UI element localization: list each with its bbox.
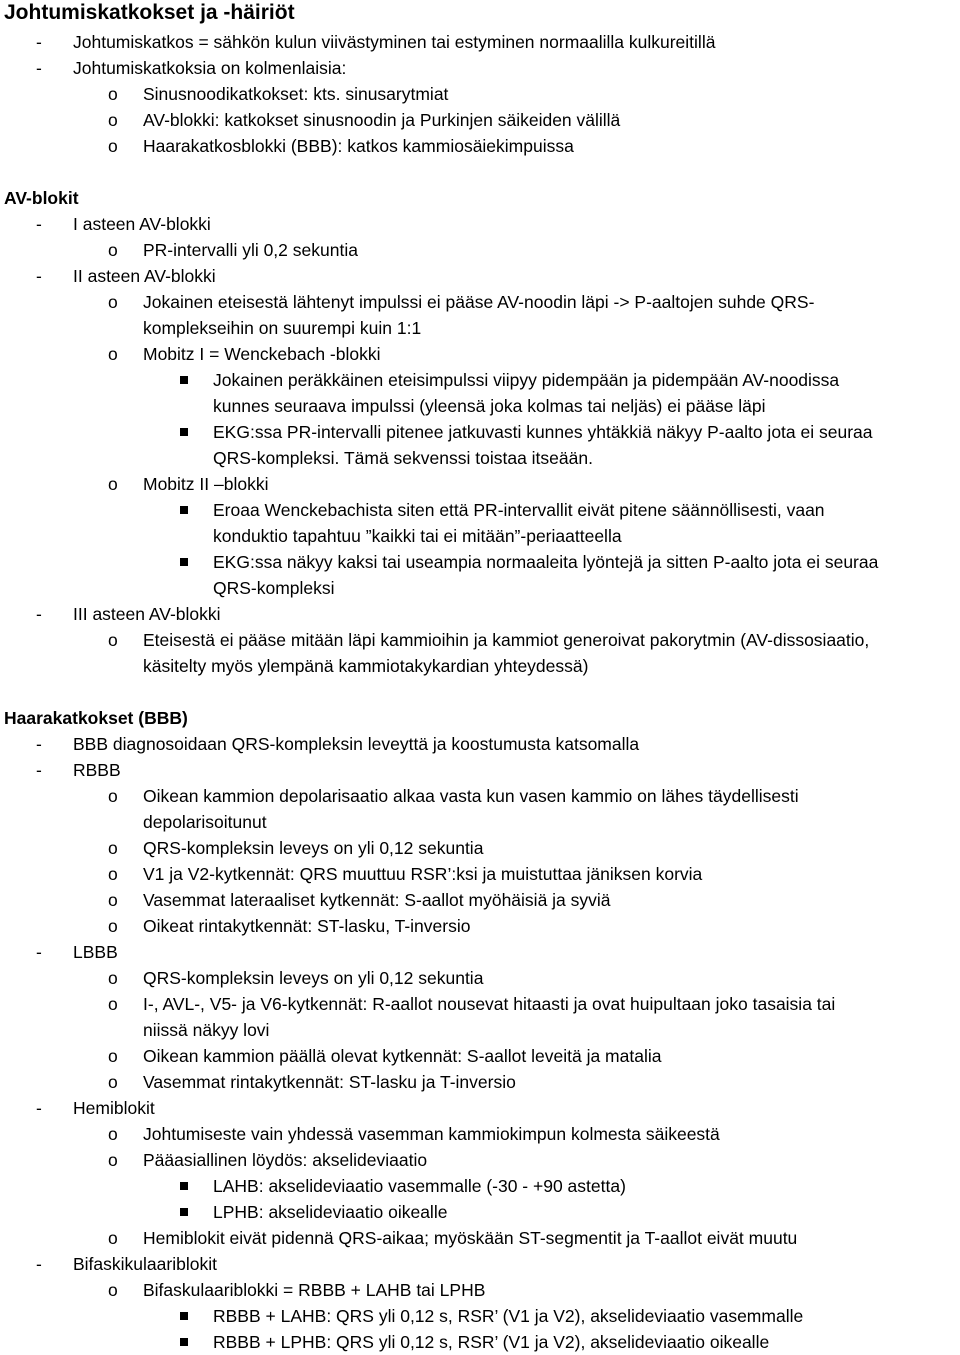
intro-line: Haarakatkosblokki (BBB): katkos kammiosäiekimpuissa xyxy=(143,136,574,156)
section-heading-bbb: Haarakatkokset (BBB) xyxy=(4,708,188,728)
bbb-line: Oikeat rintakytkennät: ST-lasku, T-inversio xyxy=(143,916,471,936)
square-bullet-icon xyxy=(180,376,188,384)
av-line: Mobitz II –blokki xyxy=(143,474,269,494)
circle-marker: o xyxy=(108,110,118,130)
square-bullet-icon xyxy=(180,1208,188,1216)
circle-marker: o xyxy=(108,1046,118,1066)
square-bullet-icon xyxy=(180,1338,188,1346)
circle-marker: o xyxy=(108,474,118,494)
circle-marker: o xyxy=(108,890,118,910)
circle-marker: o xyxy=(108,240,118,260)
intro-line: Johtumiskatkos = sähkön kulun viivästyminen tai estyminen normaalilla kulkureitillä xyxy=(73,32,716,52)
circle-marker: o xyxy=(108,136,118,156)
bbb-line: LAHB: akselideviaatio vasemmalle (-30 - +90 astetta) xyxy=(213,1176,626,1196)
av-line: komplekseihin on suurempi kuin 1:1 xyxy=(143,318,422,338)
circle-marker: o xyxy=(108,786,118,806)
bbb-line: LPHB: akselideviaatio oikealle xyxy=(213,1202,448,1222)
av-line: Jokainen peräkkäinen eteisimpulssi viipyy pidempään ja pidempään AV-noodissa xyxy=(213,370,840,390)
circle-marker: o xyxy=(108,916,118,936)
av-line: EKG:ssa näkyy kaksi tai useampia normaaleita lyöntejä ja sitten P-aalto jota ei seuraa xyxy=(213,552,879,572)
bbb-line: LBBB xyxy=(73,942,118,962)
av-line: Eroaa Wenckebachista siten että PR-intervallit eivät pitene säännöllisesti, vaan xyxy=(213,500,825,520)
circle-marker: o xyxy=(108,1228,118,1248)
av-line: EKG:ssa PR-intervalli pitenee jatkuvasti kunnes yhtäkkiä näkyy P-aalto jota ei seuraa xyxy=(213,422,873,442)
bbb-line: depolarisoitunut xyxy=(143,812,267,832)
circle-marker: o xyxy=(108,838,118,858)
av-line: QRS-kompleksi. Tämä sekvenssi toistaa itseään. xyxy=(213,448,593,468)
dash-marker: - xyxy=(36,760,42,780)
circle-marker: o xyxy=(108,84,118,104)
dash-marker: - xyxy=(36,32,42,52)
square-bullet-icon xyxy=(180,558,188,566)
bbb-line: I-, AVL-, V5- ja V6-kytkennät: R-aallot nousevat hitaasti ja ovat huipultaan joko tasaisia tai xyxy=(143,994,836,1014)
square-bullet-icon xyxy=(180,506,188,514)
bbb-line: niissä näkyy lovi xyxy=(143,1020,270,1040)
bbb-line: Hemiblokit eivät pidennä QRS-aikaa; myöskään ST-segmentit ja T-aallot eivät muutu xyxy=(143,1228,798,1248)
circle-marker: o xyxy=(108,1124,118,1144)
bbb-line: Vasemmat rintakytkennät: ST-lasku ja T-inversio xyxy=(143,1072,516,1092)
av-line: kunnes seuraava impulssi (yleensä joka kolmas tai neljäs) ei pääse läpi xyxy=(213,396,766,416)
bbb-line: V1 ja V2-kytkennät: QRS muuttuu RSR’:ksi ja muistuttaa jäniksen korvia xyxy=(143,864,703,884)
circle-marker: o xyxy=(108,968,118,988)
av-line: PR-intervalli yli 0,2 sekuntia xyxy=(143,240,358,260)
bbb-line: RBBB + LPHB: QRS yli 0,12 s, RSR’ (V1 ja V2), akselideviaatio oikealle xyxy=(213,1332,770,1352)
circle-marker: o xyxy=(108,1280,118,1300)
bbb-line: Bifaskikulaariblokit xyxy=(73,1254,217,1274)
square-bullet-icon xyxy=(180,1182,188,1190)
bbb-line: BBB diagnosoidaan QRS-kompleksin leveyttä ja koostumusta katsomalla xyxy=(73,734,640,754)
bbb-line: Bifaskulaariblokki = RBBB + LAHB tai LPHB xyxy=(143,1280,486,1300)
dash-marker: - xyxy=(36,1254,42,1274)
av-line: I asteen AV-blokki xyxy=(73,214,211,234)
dash-marker: - xyxy=(36,604,42,624)
bbb-line: RBBB + LAHB: QRS yli 0,12 s, RSR’ (V1 ja V2), akselideviaatio vasemmalle xyxy=(213,1306,804,1326)
bbb-line: RBBB xyxy=(73,760,121,780)
dash-marker: - xyxy=(36,58,42,78)
bbb-line: Oikean kammion päällä olevat kytkennät: S-aallot leveitä ja matalia xyxy=(143,1046,662,1066)
circle-marker: o xyxy=(108,1150,118,1170)
bbb-line: Pääasiallinen löydös: akselideviaatio xyxy=(143,1150,428,1170)
circle-marker: o xyxy=(108,344,118,364)
intro-line: Sinusnoodikatkokset: kts. sinusarytmiat xyxy=(143,84,449,104)
bbb-line: Johtumiseste vain yhdessä vasemman kammiokimpun kolmesta säikeestä xyxy=(143,1124,720,1144)
dash-marker: - xyxy=(36,214,42,234)
circle-marker: o xyxy=(108,994,118,1014)
av-line: käsitelty myös ylempänä kammiotakykardian yhteydessä) xyxy=(143,656,589,676)
av-line: konduktio tapahtuu ”kaikki tai ei mitään”-periaatteella xyxy=(213,526,622,546)
bbb-line: Vasemmat lateraaliset kytkennät: S-aallot myöhäisiä ja syviä xyxy=(143,890,611,910)
bbb-line: Hemiblokit xyxy=(73,1098,155,1118)
dash-marker: - xyxy=(36,734,42,754)
circle-marker: o xyxy=(108,292,118,312)
av-line: II asteen AV-blokki xyxy=(73,266,216,286)
dash-marker: - xyxy=(36,1098,42,1118)
bbb-line: QRS-kompleksin leveys on yli 0,12 sekuntia xyxy=(143,968,484,988)
page-title: Johtumiskatkokset ja -häiriöt xyxy=(4,1,295,24)
intro-line: AV-blokki: katkokset sinusnoodin ja Purkinjen säikeiden välillä xyxy=(143,110,621,130)
dash-marker: - xyxy=(36,266,42,286)
bbb-line: Oikean kammion depolarisaatio alkaa vasta kun vasen kammio on lähes täydellisesti xyxy=(143,786,799,806)
square-bullet-icon xyxy=(180,1312,188,1320)
circle-marker: o xyxy=(108,630,118,650)
dash-marker: - xyxy=(36,942,42,962)
bbb-line: QRS-kompleksin leveys on yli 0,12 sekuntia xyxy=(143,838,484,858)
av-line: Jokainen eteisestä lähtenyt impulssi ei pääse AV-noodin läpi -> P-aaltojen suhde QRS- xyxy=(143,292,815,312)
av-line: Eteisestä ei pääse mitään läpi kammioihin ja kammiot generoivat pakorytmin (AV-dissosiaatio, xyxy=(143,630,870,650)
intro-line: Johtumiskatkoksia on kolmenlaisia: xyxy=(73,58,347,78)
av-line: Mobitz I = Wenckebach -blokki xyxy=(143,344,381,364)
av-line: III asteen AV-blokki xyxy=(73,604,221,624)
circle-marker: o xyxy=(108,1072,118,1092)
circle-marker: o xyxy=(108,864,118,884)
av-line: QRS-kompleksi xyxy=(213,578,335,598)
section-heading-av: AV-blokit xyxy=(4,188,79,208)
square-bullet-icon xyxy=(180,428,188,436)
